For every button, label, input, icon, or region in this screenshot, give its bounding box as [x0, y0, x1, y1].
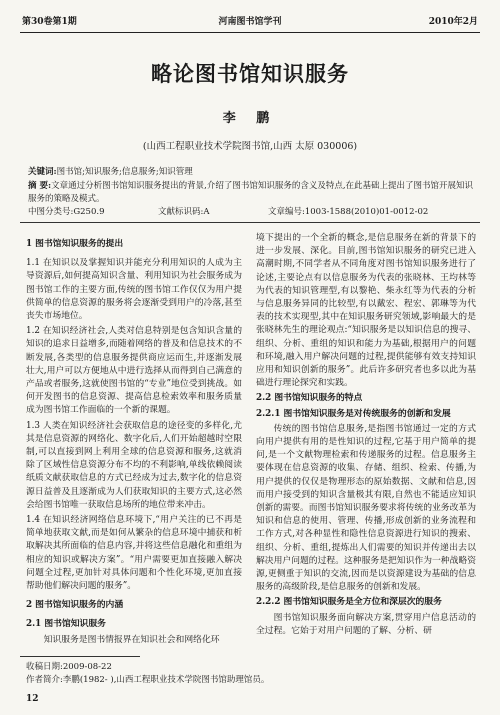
- article-number: 文章编号:1003-1588(2010)01-0012-02: [268, 207, 429, 217]
- right-column: [256, 232, 476, 640]
- section-heading-2: 2 图书馆知识服务的内涵: [26, 600, 124, 611]
- left-column: [26, 232, 242, 649]
- author-affiliation: (山西工程职业技术学院图书馆,山西 太原 030006): [142, 141, 358, 152]
- subsection-heading-2-2: 2.2 图书馆知识服务的特点: [256, 393, 363, 404]
- keywords-line: [28, 166, 474, 179]
- keywords-text: 图书馆;知识服务;信息服务;知识管理: [56, 167, 193, 177]
- issue-label: 第30卷第1期: [22, 17, 77, 27]
- journal-name: 河南图书馆学刊: [218, 17, 282, 27]
- author-bio: 作者简介:李鹏(1982- ),山西工程职业技术学院图书馆助理馆员。: [26, 675, 270, 685]
- section-heading-1: 1 图书馆知识服务的提出: [26, 239, 124, 249]
- paragraph-1-3: 1.3 人类在知识经济社会获取信息的途径变的多样化,尤其是信息资源的网络化、数字化后,人们开始超越时空限制,可以直接到网上利用全球的信息资源和服务,这就消除了区域性信息资源分布不均的不利影响,单线依赖阅读纸质文献获取信息的方式已经成为过去,数字化的信息资源日益普及且逐渐成为人们获取知识的主要方式,这必然会给图书馆唯一获取信息场所的地位带来冲击。: [26, 420, 242, 510]
- clc-number: 中图分类号:G250.9: [28, 207, 105, 217]
- paragraph-1-1: 1.1 在知识以及掌握知识并能充分利用知识的人成为主导资源后,如何提高知识含量、利用知识为社会服务成为图书馆工作的主要方面,传统的图书馆工作仅仅为用户提供简单的信息资源的服务将会逐渐受到用户的冷落,甚至丧失市场地位。: [26, 258, 242, 322]
- subsection-heading-2-2-1: 2.2.1 图书馆知识服务是对传统服务的创新和发展: [256, 408, 451, 419]
- paragraph-2-1: 知识服务是图书情报界在知识社会和网络化环: [43, 634, 220, 645]
- article-title: 略论图书馆知识服务: [151, 61, 349, 86]
- paragraph-continued: 境下提出的一个全新的概念,是信息服务在新的背景下的进一步发展、深化。目前,图书馆知识服务的研究已进入高潮时期,不同学者从不同角度对图书馆知识服务进行了论述,主要论点有以信息服务为代表的张晓林、王均林等为代表的知识管理型,有以黎艳、柴永红等为代表的分析与信息服务异同的比较型,有以戴宏、程宏、郭琳等为代表的技术实现型,其中在知识服务研究领域,影响最大的是张晓林先生的理论观点:“知识服务是以知识信息的搜寻、组织、分析、重组的知识和能力为基础,根据用户的问题和环境,融入用户解决问题的过程,提供能够有效支持知识应用和知识创新的服务”。此后许多研究者也多以此为基础进行理论探究和实践。: [256, 233, 476, 389]
- abstract-text: 文章通过分析图书馆知识服务提出的背景,介绍了图书馆知识服务的含义及特点,在此基础上提出了图书馆开展知识服务的策略及模式。: [28, 181, 474, 204]
- running-header: [20, 14, 480, 33]
- author-name: 李 鹏: [222, 111, 278, 126]
- paragraph-1-2: 1.2 在知识经济社会,人类对信息特别是包含知识含量的知识的追求日益增多,而随着网络的普及和信息技术的不断发展,各类型的信息服务提供商应运而生,并逐渐发展壮大,用户可以方便地从中进行选择从而得到自己满意的产品或者服务,这就使图书馆的“专业”地位受到挑战。如何开发图书的信息资源、提高信息检索效率和服务质量成为图书馆工作面临的一个新的课题。: [26, 326, 242, 416]
- paragraph-2-2-1: 传统的图书馆信息服务,是指图书馆通过一定的方式向用户提供有用的是性知识的过程,它基于用户简单的提问,是一个文献物理检索和传递服务的过程。信息服务主要体现在信息资源的收集、存储、组织、检索、传播,为用户提供的仅仅是物理形态的原始数据、文献和信息,因而用户接受到的知识含量极其有限,自然也不能适应知识创新的需要。而图书馆知识服务要求将传统的业务改革为知识和信息的使用、管理、传播,形成创新的业务流程和工作方式,对各种显性和隐性信息资源进行知识的搜索、组织、分析、重组,提炼出人们需要的知识并传递出去以解决用户问题的过程。这种服务是把知识作为一种战略资源,更侧重于知识的交流,因而是以资源建设为基础的信息服务的高级阶段,是信息服务的创新和发展。: [256, 423, 476, 593]
- issue-date: 2010年2月: [428, 17, 478, 27]
- page-number: 12: [26, 694, 39, 704]
- subsection-heading-2-2-2: 2.2.2 图书馆知识服务是全方位和深层次的服务: [256, 597, 442, 608]
- footnote-divider: [20, 656, 140, 657]
- keywords-label: 关键词:: [28, 167, 57, 177]
- classification-line: [28, 206, 474, 219]
- abstract-block: [28, 180, 474, 206]
- divider: [20, 222, 480, 223]
- received-date: 收稿日期:2009-08-22: [26, 662, 112, 672]
- document-code: 文献标识码:A: [158, 207, 210, 217]
- paragraph-2-2-2: 图书馆知识服务面向解决方案,贯穿用户信息活动的全过程。它始于对用户问题的了解、分析、研: [256, 612, 476, 636]
- abstract-label: 摘 要:: [28, 181, 52, 191]
- subsection-heading-2-1: 2.1 图书馆知识服务: [26, 619, 106, 630]
- paragraph-1-4: 1.4 在知识经济网络信息环境下,“用户关注的已不再是简单地获取文献,而是如何从繁杂的信息环境中捕获和析取解决其所面临的信息内容,并将这些信息融化和重组为相应的知识或解决方案”。“用户需要更加直接融入解决问题全过程,更加针对具体问题和个性化环境,更加直接帮助他们解决问题的服务”。: [26, 515, 242, 592]
